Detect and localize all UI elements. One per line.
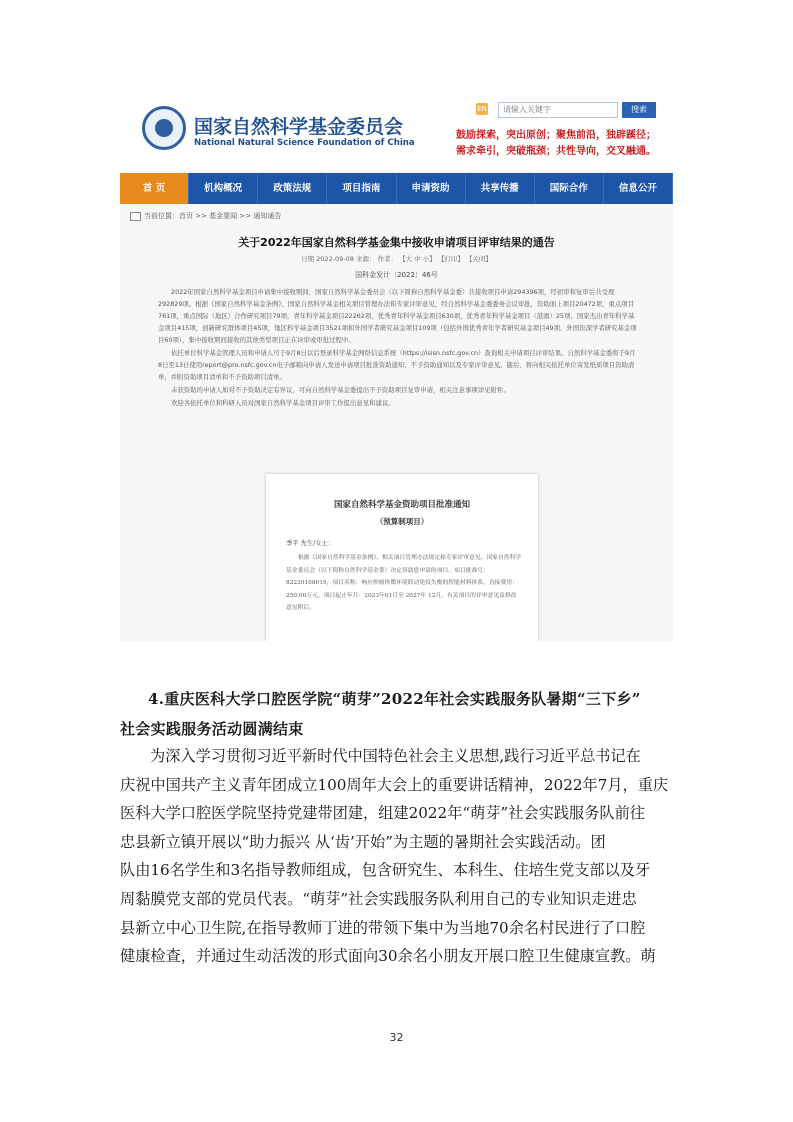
language-icon[interactable]: EN — [477, 105, 487, 113]
notice-paragraph: 欢迎各依托单位和科研人员对国家自然科学基金项目评审工作提出意见和建议。 — [171, 399, 395, 407]
search-button[interactable]: 搜索 — [622, 102, 656, 118]
notice-meta: 日期 2022-09-08 来源： 作者： 【大 中 小】 【打印】 【关闭】 — [301, 255, 492, 263]
nav-item-guide[interactable]: 项目指南 — [327, 173, 396, 204]
org-name-en: National Natural Science Foundation of China — [194, 138, 415, 148]
org-name-cn: 国家自然科学基金委员会 — [194, 116, 404, 138]
notice-paragraph: 依托单位科学基金管理人员和申请人可于9月8日以后登录科学基金网络信息系统（https://isisn.nsfc.gov.cn）查询相关申请项目评审结果。自然科学基金委将于9月8日至13日使用report@pro.nsfc.gov.cn电子邮箱向申请人发送申请项目批准资助通知、不予资助通知以及专家评审意见。随后，将向相关依托单位寄发纸质项目资助清单，并附资助项目清单和不予资助项目清单。 — [158, 349, 636, 381]
nav-item-apply[interactable]: 申请资助 — [397, 173, 466, 204]
paragraph-line: 县新立中心卫生院,在指导教师丁进的带领下集中为当地70余名村民进行了口腔 — [120, 918, 646, 937]
paragraph-line: 队由16名学生和3名指导教师组成，包含研究生、本科生、住培生党支部以及牙 — [120, 861, 651, 880]
paragraph-line: 庆祝中国共产主义青年团成立100周年大会上的重要讲话精神，2022年7月，重庆 — [120, 775, 669, 794]
slogan-line-2: 需求牵引，突破瓶颈；共性导向，交叉融通。 — [456, 146, 656, 157]
slogan-line-1: 鼓励探索，突出原创；聚焦前沿，独辟蹊径； — [456, 130, 656, 141]
heading-line-2: 社会实践服务活动圆满结束 — [120, 720, 304, 738]
notice-paragraph: 2022年国家自然科学基金项目申请集中接收期间，国家自然科学基金委员会（以下简称自然科学基金委）共接收项目申请294396项，经初审和复审后共受理292829项。根据《国家自然科学基金条例》、国家自然科学基金相关项目管理办法和专家评审意见，经自然科学基金委委务会议审批，资助面上项目20472项，重点项目761项，重点国际（地区）合作研究项目79项，青年科学基金项目22262项，优秀青年科学基金项目630项，优秀青年科学基金项目（港澳）25项，国家杰出青年科学基金项目415项，创新研究群体项目45项，地区科学基金项目3521项和外国学者研究基金项目109项（包括外国优秀青年学者研究基金项目49项、外国资深学者研究基金项目60项），集中接收期间接收的其他类型项目正在评审或审批过程中。 — [158, 288, 637, 344]
nav-item-policy[interactable]: 政策法规 — [258, 173, 327, 204]
nav-item-share[interactable]: 共享传播 — [466, 173, 535, 204]
site-header — [120, 96, 673, 171]
slogan — [456, 128, 656, 160]
doc-number: 国科金发计〔2022〕46号 — [355, 271, 438, 279]
letter-title: 国家自然科学基金资助项目批准通知 — [333, 500, 470, 510]
page-number: 32 — [389, 1031, 404, 1044]
article-heading — [120, 684, 673, 744]
location-icon — [130, 212, 141, 221]
paragraph-line: 为深入学习贯彻习近平新时代中国特色社会主义思想,践行习近平总书记在 — [150, 747, 641, 765]
nav-item-home[interactable]: 首 页 — [120, 173, 189, 204]
letter-body: 根据《国家自然科学基金条例》、相关项目管理办法规定和专家评审意见，国家自然科学基金委员会（以下简称自然科学基金委）决定资助您申请的项目。项目批准号：82220108019，项目名称：响应肿瘤体微环境联动免疫失衡的智能材料体系，直接费用：250.00万元，项目起止年月：2023年01月至 2027年 12月，有关项目的评审意见及修改意见附后。 — [286, 555, 522, 611]
notice-title: 关于2022年国家自然科学基金集中接收申请项目评审结果的通告 — [238, 236, 555, 249]
notice-body — [158, 286, 638, 410]
breadcrumb-text: 当前位置：首页 >> 基金要闻 >> 通知通告 — [144, 212, 282, 220]
heading-line-1: 4.重庆医科大学口腔医学院“萌芽”2022年社会实践服务队暑期“三下乡” — [148, 690, 641, 708]
paragraph-line: 健康检查，并通过生动活泼的形式面向30余名小朋友开展口腔卫生健康宣教。萌 — [120, 947, 656, 966]
paragraph-line: 医科大学口腔医学院坚持党建带团建，组建2022年“萌芽”社会实践服务队前往 — [120, 804, 645, 823]
paragraph-line: 忠县新立镇开展以“助力振兴 从‘齿’开始”为主题的暑期社会实践活动。团 — [120, 832, 606, 851]
letter-greeting: 季平 先生/女士： — [286, 540, 335, 547]
nav-item-international[interactable]: 国际合作 — [535, 173, 604, 204]
notice-paragraph: 未获资助的申请人如对不予资助决定有异议，可向自然科学基金委提出不予资助项目复审申请，相关注意事项详见附件。 — [171, 386, 510, 394]
breadcrumb — [130, 211, 281, 221]
search-input[interactable]: 请输入关键字 — [498, 102, 618, 118]
main-nav — [120, 173, 673, 204]
embedded-screenshot — [120, 96, 673, 641]
letter-subtitle: （预算制项目） — [375, 517, 429, 526]
nsfc-logo-icon — [142, 106, 186, 150]
approval-letter — [266, 474, 538, 641]
paragraph-line: 周黏膜党支部的党员代表。“萌芽”社会实践服务队利用自己的专业知识走进忠 — [120, 889, 637, 908]
article-paragraph — [120, 742, 673, 971]
nav-item-disclosure[interactable]: 信息公开 — [604, 173, 673, 204]
nav-item-about[interactable]: 机构概况 — [189, 173, 258, 204]
